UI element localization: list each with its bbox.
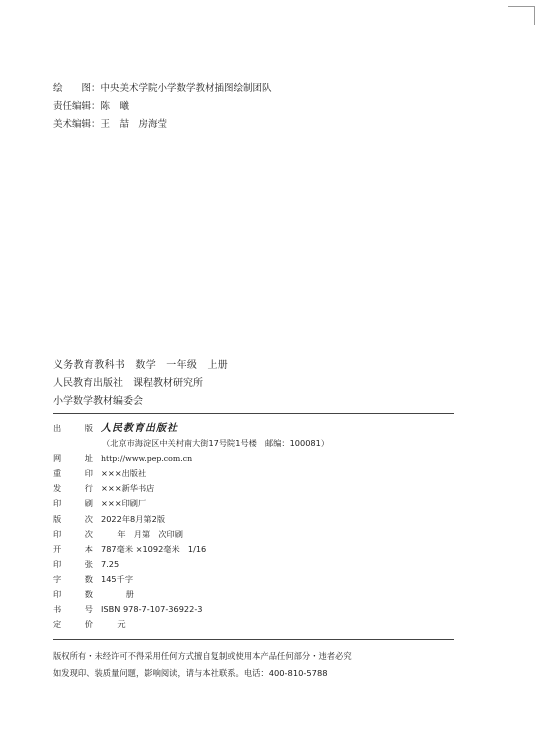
info-rows	[53, 451, 329, 632]
info-label-char: 书	[53, 604, 62, 615]
info-row	[53, 527, 329, 542]
info-label-char: 数	[84, 589, 93, 600]
book-committee: 小学数学教材编委会	[53, 396, 143, 407]
info-value: 787毫米 ×1092毫米 1/16	[101, 543, 207, 554]
info-row	[53, 512, 329, 527]
copyright-notice: 版权所有・未经许可不得采用任何方式擅自复制或使用本产品任何部分・违者必究	[53, 651, 352, 661]
info-row	[53, 587, 329, 602]
info-row	[53, 466, 329, 481]
info-label-char: 刷	[84, 498, 93, 509]
credit-label: 绘 图：	[53, 83, 101, 94]
info-label-char: 印	[53, 558, 62, 569]
info-value: 2022年8月第2版	[101, 513, 166, 524]
info-label-char: 版	[53, 513, 62, 524]
info-label	[53, 466, 93, 481]
info-label	[53, 617, 93, 632]
info-label-char: 开	[53, 543, 62, 554]
credit-value: 陈 曦	[100, 101, 130, 112]
info-label	[53, 451, 93, 466]
info-value: ×××出版社	[101, 468, 147, 479]
info-value: 册	[101, 589, 134, 600]
info-label-char: 次	[84, 513, 93, 524]
info-label	[53, 602, 93, 617]
info-label	[53, 481, 93, 496]
top-divider	[53, 413, 454, 414]
info-label-char: 号	[84, 604, 93, 615]
contact-notice: 如发现印、装质量问题，影响阅读，请与本社联系。电话：400-810-5788	[53, 668, 328, 678]
info-label-char: 印	[53, 498, 62, 509]
info-row	[53, 451, 329, 466]
info-label-char: 价	[84, 619, 93, 630]
info-label	[53, 557, 93, 572]
info-row	[53, 617, 329, 632]
bottom-divider	[53, 639, 454, 640]
info-value: ×××新华书店	[101, 483, 155, 494]
info-label-char: 重	[53, 468, 62, 479]
info-label-char: 数	[84, 573, 93, 584]
book-title: 义务教育教科书 数学 一年级 上册	[53, 360, 229, 371]
credit-value: 王 喆 房海莹	[100, 119, 168, 130]
info-label-char: 行	[84, 483, 93, 494]
credit-editor	[53, 98, 272, 116]
info-row-publisher	[53, 421, 329, 436]
info-label	[53, 421, 93, 436]
publisher-logo: 人民教育出版社	[101, 423, 178, 434]
info-row-address	[53, 436, 329, 451]
info-label-char: 址	[84, 453, 93, 464]
info-label-char: 字	[53, 573, 62, 584]
info-value: ISBN 978-7-107-36922-3	[101, 604, 203, 615]
info-label-char: 印	[53, 528, 62, 539]
publication-info-table	[53, 421, 329, 632]
info-label-char: 次	[84, 528, 93, 539]
footer-block	[53, 648, 352, 682]
info-value: 年 月第 次印刷	[101, 528, 183, 539]
info-label	[53, 542, 93, 557]
info-label	[53, 496, 93, 511]
website-link[interactable]: http://www.pep.com.cn	[101, 454, 193, 464]
info-label-char: 出	[53, 423, 62, 433]
book-info-block	[53, 357, 228, 411]
info-label-char: 印	[84, 468, 93, 479]
info-row	[53, 481, 329, 496]
info-label	[53, 572, 93, 587]
publisher-address: （北京市海淀区中关村南大街17号院1号楼 邮编：100081）	[102, 438, 330, 449]
credits-block	[53, 80, 272, 134]
info-row	[53, 496, 329, 511]
credit-art-editor	[53, 116, 272, 134]
info-label-char: 版	[84, 423, 93, 433]
info-label-char: 发	[53, 483, 62, 494]
info-value: 7.25	[101, 558, 120, 569]
info-value: ×××印刷厂	[101, 498, 147, 509]
info-label-char: 张	[84, 558, 93, 569]
credit-value: 中央美术学院小学数学教材插图绘制团队	[100, 83, 272, 94]
info-label	[53, 527, 93, 542]
info-label	[53, 512, 93, 527]
info-label-char: 本	[84, 543, 93, 554]
info-value: 145千字	[101, 573, 134, 584]
info-row	[53, 542, 329, 557]
page-corner-mark	[508, 6, 535, 25]
info-label-char: 印	[53, 589, 62, 600]
info-label	[53, 587, 93, 602]
book-publisher: 人民教育出版社 课程教材研究所	[53, 378, 203, 389]
credit-label: 责任编辑：	[53, 101, 101, 112]
credit-illustration	[53, 80, 272, 98]
info-row	[53, 572, 329, 587]
credit-label: 美术编辑：	[53, 119, 101, 130]
info-label-char: 定	[53, 619, 62, 630]
info-row	[53, 602, 329, 617]
info-row	[53, 557, 329, 572]
info-label-char: 网	[53, 453, 62, 464]
info-value: 元	[101, 619, 126, 630]
